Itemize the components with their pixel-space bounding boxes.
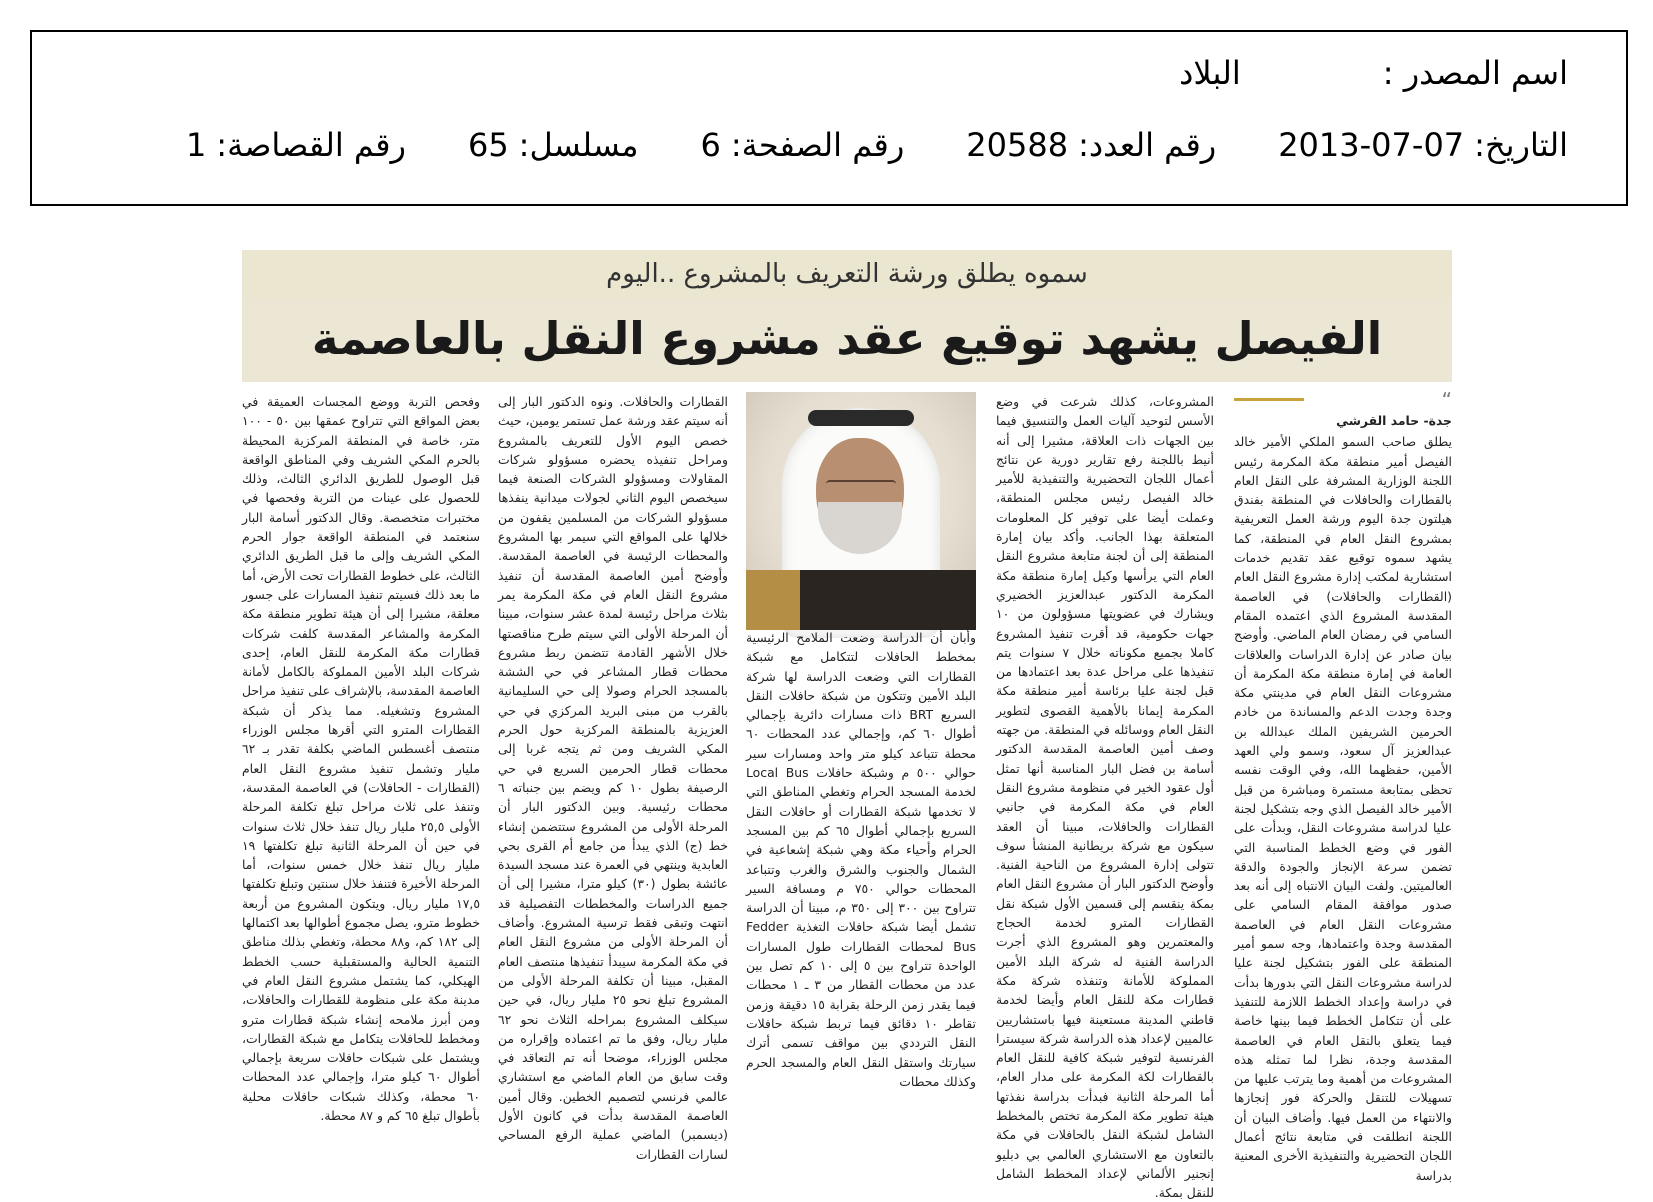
article-column-4: [498, 392, 728, 1162]
details-row: [186, 126, 1568, 164]
article-column-2: [996, 392, 1214, 1201]
page-value: 6: [700, 126, 721, 164]
page-label: رقم الصفحة:: [730, 126, 905, 164]
column-text: يطلق صاحب السمو الملكي الأمير خالد الفيصل أمير منطقة مكة المكرمة رئيس اللجنة الوزارية المشرفة على النقل العام بالقطارات والحافلات في المنطقة بفندق هيلتون جدة اليوم ورشة العمل التعريفية بمشروع النقل العام في المنطقة، كما يشهد سموه توقيع عقد تقديم خدمات استشارية لمكتب إدارة مشروع النقل العام (القطارات والحافلات) في العاصمة المقدسة المشروع الذي اعتمده المقام السامي في رمضان العام الماضي. وأوضح بيان صادر عن إدارة الدراسات والعلاقات العامة في إمارة منطقة مكة المكرمة أن مشروعات النقل العام في مدينتي مكة وجدة وجدت الدعم والمساندة من خادم الحرمين الشريفين الملك عبدالله بن عبدالعزيز آل سعود، وسمو ولي العهد الأمين، حفظهما الله، وفي الوقت نفسه تحظى بمتابعة مستمرة ومباشرة من قبل الأمير خالد الفيصل الذي وجه بتشكيل لجنة عليا لدراسة مشروعات النقل، وبدأت على الفور في وضع الخطط المناسبة التي تضمن سرعة الإنجاز والجودة والدقة العالميتين. ولفت البيان الانتباه إلى أنه بعد صدور موافقة المقام السامي على مشروعات النقل العام في العاصمة المقدسة وجدة واعتمادها، وجه سمو أمير المنطقة على الفور بتشكيل لجنة عليا لدراسة مشروعات النقل التي بدورها بدأت في دراسة وإعداد الخطط اللازمة للتنفيذ على أن تتكامل الخطط فيما بينها خاصة فيما يتعلق بالنقل العام في العاصمة المقدسة وجدة، نظرا لما تمثله هذه المشروعات من أهمية وما يترتب عليها من تسهيلات للتنقل والحركة فور إنجازها والانتهاء من العمل فيها. وأضاف البيان أن اللجنة انطلقت في متابعة نتائج أعمال اللجان التحضيرية والتنفيذية الأخرى المعنية بدراسة: [1234, 434, 1452, 1183]
source-label: اسم المصدر :: [1382, 54, 1568, 92]
column-text: وأبان أن الدراسة وضعت الملامح الرئيسية بمخطط الحافلات لتتكامل مع شبكة القطارات التي وضعت الدراسة لها شركة البلد الأمين وتتكون من شبكة حافلات النقل السريع BRT ذات مسارات دائرية بإجمالي أطوال ٦٠ كم، وإجمالي عدد المحطات ٦٠ محطة تتباعد كيلو متر واحد ومسارات سير حوالي ٥٠٠ م وشبكة حافلات Local Bus لخدمة المسجد الحرام وتغطي المناطق التي لا تخدمها شبكة القطارات أو حافلات النقل السريع بإجمالي أطوال ٦٥ كم بين المسجد الحرام وأحياء مكة وهي شبكة إشعاعية في الشمال والجنوب والشرق والغرب وتتباعد المحطات حوالي ٧٥٠ م ومسافة السير تتراوح بين ٣٠٠ إلى ٣٥٠ م، مبينا أن الدراسة تشمل أيضا شبكة حافلات التغذية Fedder Bus لمحطات القطارات طول المسارات الواحدة تتراوح بين ٥ إلى ١٠ كم تصل بين عدد من محطات القطار من ٣ ـ ١ محطات فيما يقدر زمن الرحلة بقرابة ١٥ دقيقة وزمن تقاطر ١٠ دقائق فيما تربط شبكة حافلات النقل الترددي بين مواقف تسمى أترك سيارتك واستقل النقل العام والمسجد الحرم وكذلك محطات: [746, 630, 976, 1089]
serial-value: 65: [467, 126, 509, 164]
date-label: التاريخ:: [1474, 126, 1568, 164]
source-row: [1179, 54, 1568, 92]
source-metadata-box: [30, 30, 1628, 206]
issue-label: رقم العدد:: [1078, 126, 1217, 164]
column-text: وفحص التربة ووضع المجسات العميقة في بعض المواقع التي تتراوح عمقها بين ٥٠ - ١٠٠ متر، خاصة في المنطقة المركزية المحيطة بالحرم المكي الشريف وفي المناطق الواقعة قبل الوصول للطريق الدائري الثالث، وذلك للحصول على عينات من التربة وفحصها في مختبرات متخصصة. وقال الدكتور أسامة البار سنعتمد في المنطقة الواقعة جوار الحرم المكي الشريف وإلى ما قبل الطريق الدائري الثالث، على خطوط القطارات تحت الأرض، أما ما بعد ذلك فسيتم تنفيذ المسارات على جسور معلقة، مشيرا إلى أن هيئة تطوير منطقة مكة المكرمة والمشاعر المقدسة كلفت شركات قطارات مكة المكرمة للنقل العام، إحدى شركات البلد الأمين المملوكة بالكامل لأمانة العاصمة المقدسة، بالإشراف على تنفيذ مراحل المشروع وتشغيله. مما يذكر أن شبكة القطارات المترو التي أقرها مجلس الوزراء منتصف أغسطس الماضي بكلفة تقدر بـ ٦٢ مليار وتشمل تنفيذ مشروع النقل العام (القطارات - الحافلات) في العاصمة المقدسة، وتنفذ على ثلاث مراحل تبلغ تكلفة المرحلة الأولى ٢٥,٥ مليار ريال تنفذ خلال ثلاث سنوات في حين أن المرحلة الثانية تبلغ تكلفتها ١٩ مليار ريال تنفذ خلال خمس سنوات، أما المرحلة الأخيرة فتنفذ خلال سنتين وتبلغ تكلفتها ١٧,٥ مليار ريال. ويتكون المشروع من أربعة خطوط مترو، يصل مجموع أطوالها بعد اكتمالها إلى ١٨٢ كم، و٨٨ محطة، وتغطي بذلك مناطق التنمية الحالية والمستقبلية حسب الخطط الهيكلي، كما يشتمل مشروع النقل العام في مدينة مكة على منظومة للقطارات والحافلات، ومن أبرز ملامحه إنشاء شبكة قطارات مترو ومخطط للحافلات يتكامل مع شبكة القطارات، ويشتمل على شبكات حافلات سريعة بإجمالي أطوال ٦٠ كيلو مترا، وإجمالي عدد المحطات ٦٠ محطة، وكذلك شبكات حافلات محلية بأطوال تبلغ ٦٥ كم و ٨٧ محطة.: [242, 394, 481, 1123]
column-text: المشروعات، كذلك شرعت في وضع الأسس لتوحيد آليات العمل والتنسيق فيما بين الجهات ذات العلاقة، مشيرا إلى أنه أنيط باللجنة رفع تقارير دورية عن نتائج أعمال اللجان التحضيرية والتنفيذية للأمير خالد الفيصل رئيس مجلس المنطقة، وعملت أيضا على توفير كل المعلومات المتعلقة بهذا الجانب. وأكد بيان إمارة المنطقة إلى أن لجنة متابعة مشروع النقل العام التي يرأسها وكيل إمارة منطقة مكة المكرمة الدكتور عبدالعزيز الخضيري ويشارك في عضويتها مسؤولون من ١٠ جهات حكومية، قد أقرت تنفيذ المشروع كاملا بجميع مكوناته خلال ٧ سنوات يتم تنفيذها على مراحل عدة بعد اعتمادها من قبل لجنة عليا برئاسة أمير منطقة مكة المكرمة إيمانا بالأهمية القصوى لتطوير النقل العام ووسائله في المنطقة. من جهته وصف أمين العاصمة المقدسة الدكتور أسامة بن فضل البار المناسبة أنها تمثل أول عقود الخير في منظومة مشروع النقل العام في مكة المكرمة في جانبي القطارات والحافلات، مبينا أن العقد سيكون مع شركة بريطانية المنشأ سوف تتولى إدارة المشروع من الناحية الفنية. وأوضح الدكتور البار أن مشروع النقل العام بمكة ينقسم إلى قسمين الأول شبكة نقل القطارات المترو لخدمة الحجاج والمعتمرين وهو المشروع الذي أجرت الدراسة الفنية له شركة البلد الأمين المملوكة للأمانة وتنفذه شركة مكة قطارات مكة للنقل العام وأيضا لخدمة قاطني المدينة مستعينة فيها باستشاريين عالميين لإعداد هذه الدراسة شركة سيسترا الفرنسية لتوفير شبكة كافية للنقل العام بالقطارات لكة المكرمة على مدار العام، أما المرحلة الثانية فبدأت بدراسة نفذتها هيئة تطوير مكة المكرمة تختص بالمخطط الشامل لشبكة النقل بالحافلات في مكة بالتعاون مع الاستشاري العالمي بي دبليو إنجنير الألماني لإعداد المخطط الشامل للنقل بمكة.: [996, 394, 1214, 1201]
article-column-5: [242, 392, 481, 1123]
date-value: 2013-07-07: [1278, 126, 1465, 164]
article-kicker: سموه يطلق ورشة التعريف بالمشروع ..اليوم: [242, 250, 1452, 298]
issue-value: 20588: [966, 126, 1069, 164]
portrait-photo: [746, 392, 976, 618]
source-value: البلاد: [1179, 54, 1241, 92]
article-column-1: [1234, 388, 1452, 1183]
news-clipping: [242, 250, 1452, 1201]
serial-label: مسلسل:: [518, 126, 639, 164]
clip-label: رقم القصاصة:: [216, 126, 406, 164]
article-headline: الفيصل يشهد توقيع عقد مشروع النقل بالعاصمة: [242, 298, 1452, 382]
article-byline: جدة- حامد القرشي: [1336, 413, 1452, 428]
clip-value: 1: [185, 126, 207, 164]
byline-divider: [1234, 398, 1304, 401]
article-column-3: [746, 392, 976, 1089]
column-text: القطارات والحافلات. ونوه الدكتور البار إلى أنه سيتم عقد ورشة عمل تستمر يومين، حيث خصص اليوم الأول للتعريف بالمشروع ومراحل تنفيذه يحضره مسؤولو شركات المقاولات ومسؤولو الشركات الصنعة فيما سيخصص اليوم الثاني لجولات ميدانية ينفذها مسؤولو الشركات من المسلمين يقفون من خلالها على المواقع التي سيمر بها المشروع والمحطات الرئيسة في العاصمة المقدسة. وأوضح أمين العاصمة المقدسة أن تنفيذ مشروع النقل العام في مكة المكرمة يمر بثلاث مراحل رئيسة لمدة عشر سنوات، مبينا أن المرحلة الأولى التي سيتم طرح مناقصتها خلال الأشهر القادمة تتضمن ربط مشروع محطات قطار المشاعر في حي الششة بالمسجد الحرام وصولا إلى حي السليمانية بالقرب من مبنى البريد المركزي في حي العزيزية بالمنطقة المركزية حول الحرم المكي الشريف ومن ثم يتجه غربا إلى محطات قطار الحرمين السريع في حي الرصيفة بطول ١٠ كم ويضم بين جنباته ٦ محطات رئيسية. وبين الدكتور البار أن المرحلة الأولى من المشروع ستتضمن إنشاء خط (ج) الذي يبدأ من جامع أم القرى بحي العابدية وينتهي في العمرة عند مسجد السيدة عائشة بطول (٣٠) كيلو مترا، مشيرا إلى أن جميع الدراسات والمخططات التفصيلية قد انتهت وتبقى فقط ترسية المشروع. وأضاف أن المرحلة الأولى من مشروع النقل العام في مكة المكرمة سيبدأ تنفيذها منتصف العام المقبل، مبينا أن تكلفة المرحلة الأولى من المشروع تبلغ نحو ٢٥ مليار ريال، في حين سيكلف المشروع بمراحله الثلاث نحو ٦٢ مليار ريال، وفق ما تم اعتماده وإقراره من مجلس الوزراء، موضحا أنه تم التعاقد في وقت سابق من العام الماضي مع استشاري عالمي فرنسي لتصميم الخطين. وقال أمين العاصمة المقدسة بدأت في كانون الأول (ديسمبر) الماضي عملية الرفع المساحي لسارات القطارات: [498, 394, 728, 1162]
quote-icon: “: [1441, 388, 1452, 412]
article-body: [242, 388, 1452, 1201]
